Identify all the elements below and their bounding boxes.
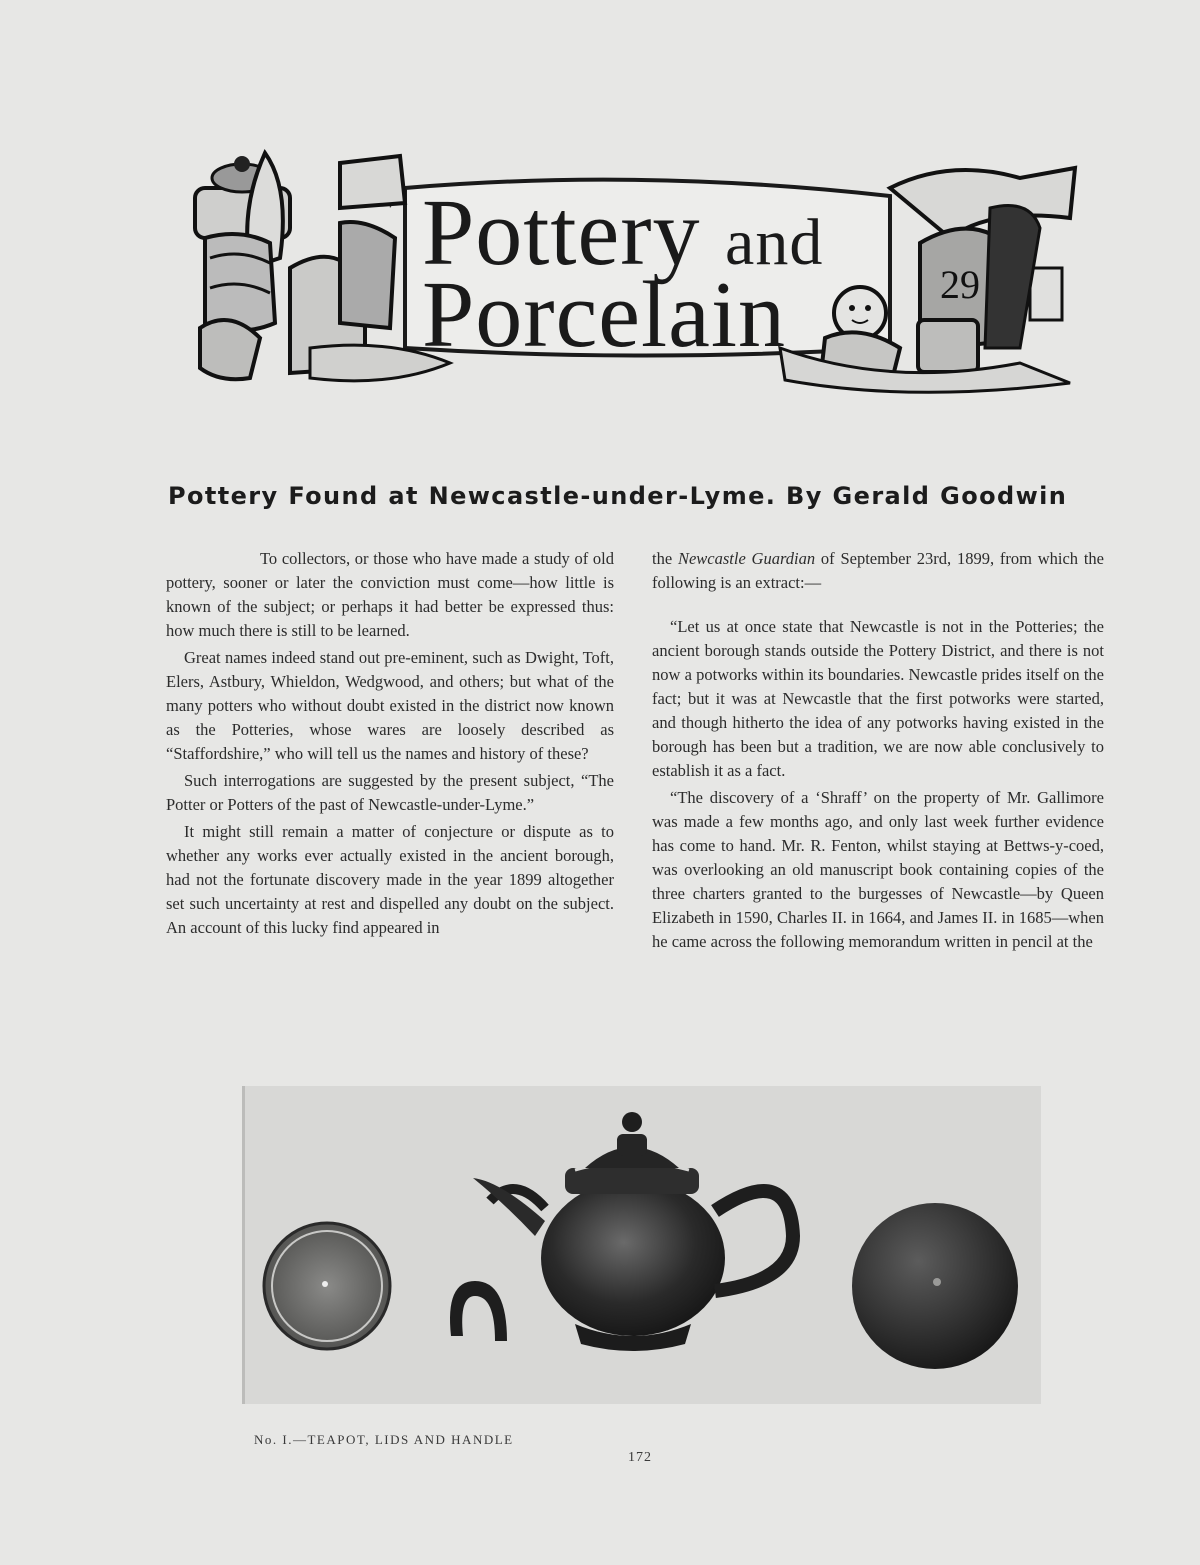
paragraph: Such interrogations are suggested by the present subject, “The Potter or Potters of the past of Newcastle-under-Lyme.” (166, 771, 614, 814)
svg-text:29: 29 (940, 262, 980, 307)
banner-word-pottery: Pottery (422, 181, 701, 285)
paragraph: To collectors, or those who have made a study of old pottery, sooner or later the conviction must come—how little is known of the subject; or perhaps it had better be expressed thus: how much there is still to be learned. (166, 549, 614, 640)
banner-word-and: and (725, 206, 824, 279)
article-headline: Pottery Found at Newcastle-under-Lyme. By Gerald Goodwin (168, 482, 1068, 510)
paragraph: Great names indeed stand out pre-eminent, such as Dwight, Toft, Elers, Astbury, Whieldon, Wedgwood, and others; but what of the many potters who without doubt existed in the district now known as the Potteries, whose wares are loosely described as “Staffordshire,” who will tell us the names and history of these? (166, 648, 614, 763)
intro-text-post: of September 23rd, 1899, from which the following is an extract:— (652, 549, 1104, 592)
newspaper-title: Newcastle Guardian (677, 549, 816, 568)
intro-text-pre: the (652, 549, 678, 568)
pottery-porcelain-banner (190, 148, 1080, 398)
teapot-photo-illustration (245, 1086, 1041, 1404)
paragraph: “The discovery of a ‘Shraff’ on the property of Mr. Gallimore was made a few months ago, and only last week further evidence has come to hand. Mr. R. Fenton, whilst staying at Bettws-y-coed, was overlooking an old manuscript book containing copies of the three charters granted to the burgesses of Newcastle—by Queen Elizabeth in 1590, Charles II. in 1664, and James II. in 1685—when he came across the following memorandum written in pencil at the (652, 788, 1104, 951)
banner-title-line2: Porcelain (422, 263, 786, 367)
photo-caption: No. I.—TEAPOT, LIDS AND HANDLE (254, 1432, 514, 1447)
page-number: 172 (628, 1450, 652, 1465)
paragraph-intro (652, 547, 1104, 595)
right-column (652, 547, 1104, 957)
teapot-photograph (242, 1086, 1041, 1404)
left-column (166, 547, 614, 943)
paragraph: “Let us at once state that Newcastle is not in the Potteries; the ancient borough stands outside the Pottery District, and there is not now a potworks within its boundaries. Newcastle prides itself on the fact; but it was at Newcastle that the first potworks were started, and though hitherto the idea of any potworks having existed in the borough has been but a tradition, we are now able conclusively to establish it as a fact. (652, 617, 1104, 780)
paragraph: It might still remain a matter of conjecture or dispute as to whether any works ever actually existed in the ancient borough, had not the fortunate discovery made in the year 1899 altogether set such uncertainty at rest and dispelled any doubt on the subject. An account of this lucky find appeared in (166, 822, 614, 937)
